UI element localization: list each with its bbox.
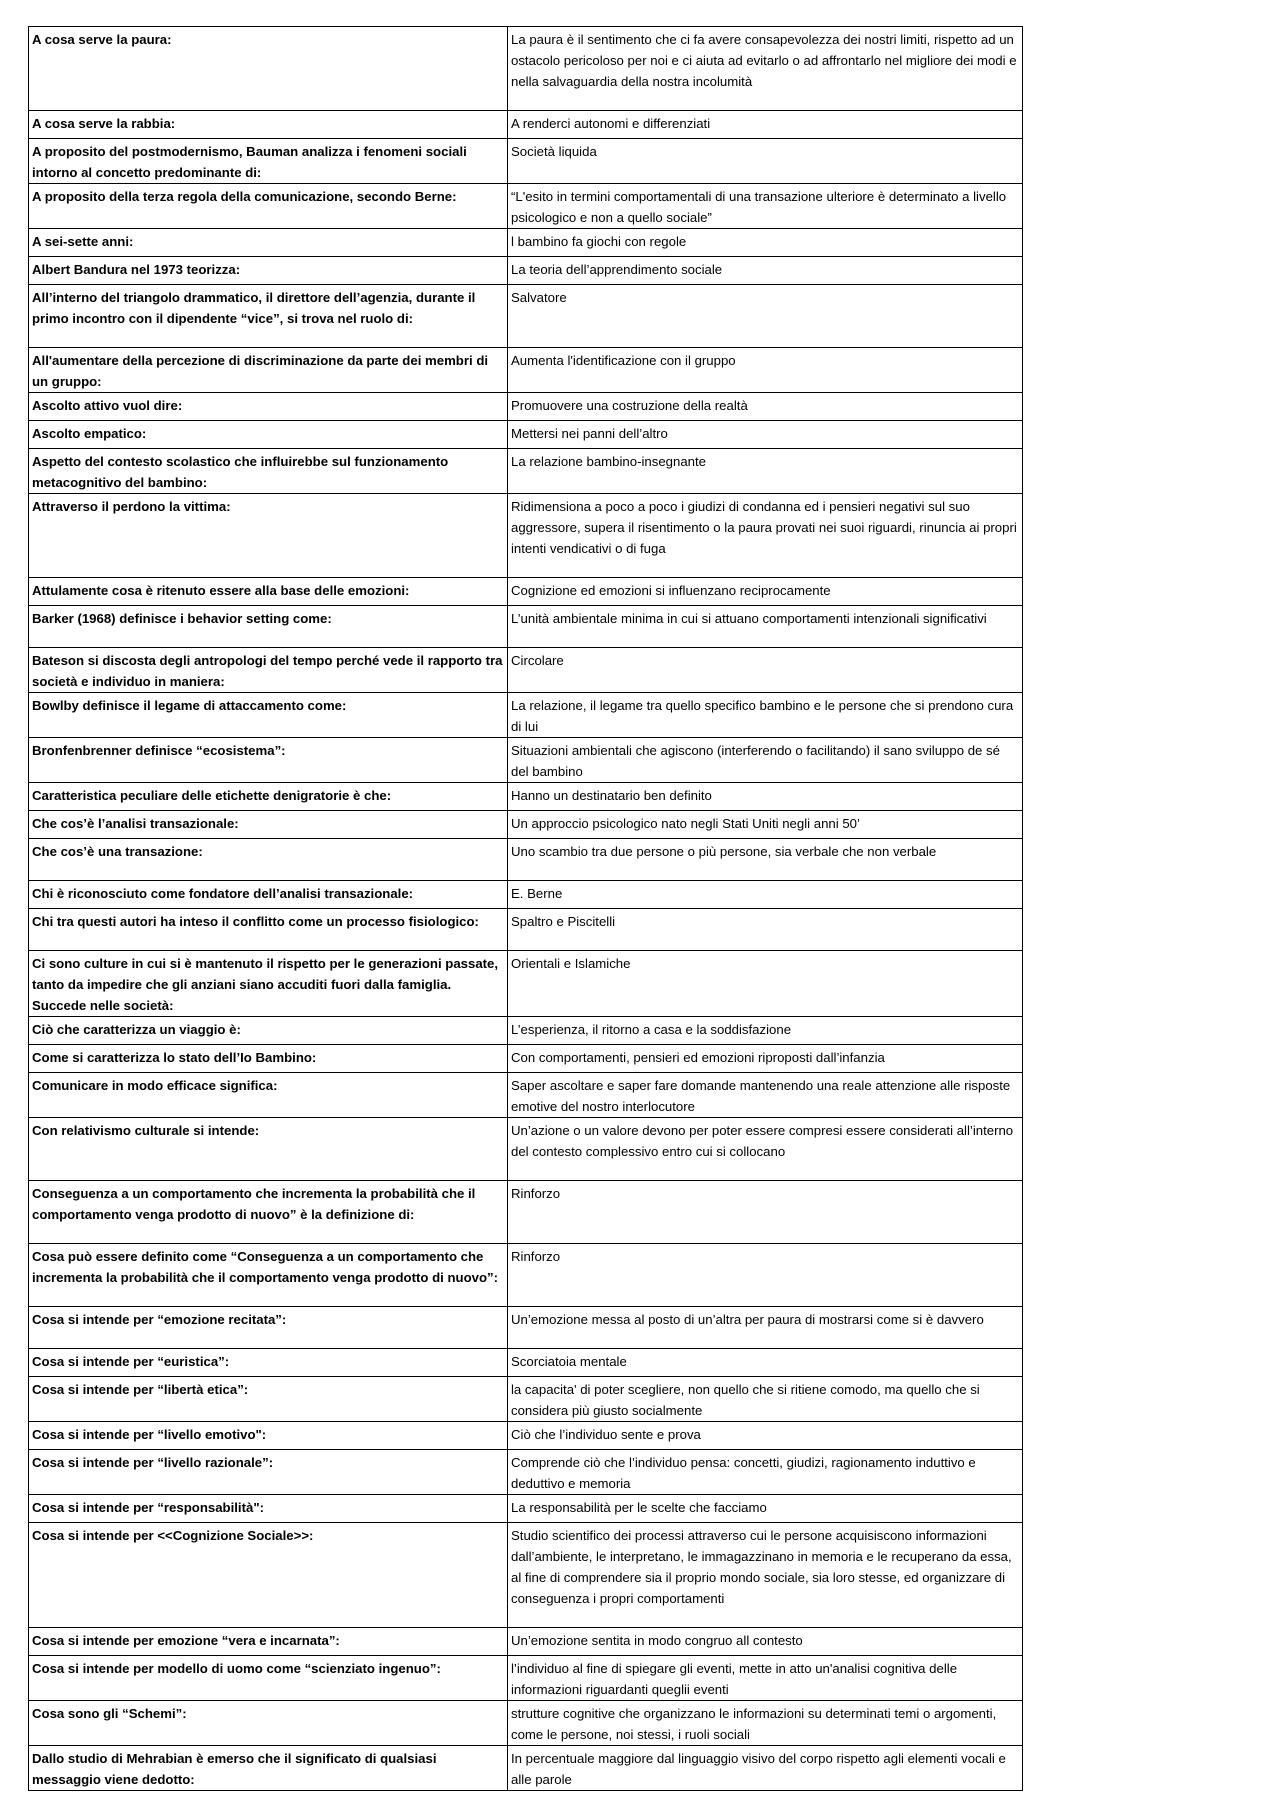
answer-cell: strutture cognitive che organizzano le informazioni su determinati temi o argomenti, come le persone, noi stessi, i ruoli sociali bbox=[508, 1701, 1023, 1746]
table-row bbox=[29, 648, 1023, 693]
question-cell: Cosa si intende per emozione “vera e incarnata”: bbox=[29, 1628, 508, 1656]
table-row bbox=[29, 1523, 1023, 1628]
answer-cell: Rinforzo bbox=[508, 1244, 1023, 1307]
answer-cell: Aumenta l'identificazione con il gruppo bbox=[508, 348, 1023, 393]
table-row bbox=[29, 909, 1023, 951]
answer-cell: Scorciatoia mentale bbox=[508, 1349, 1023, 1377]
answer-cell: La responsabilità per le scelte che facciamo bbox=[508, 1495, 1023, 1523]
answer-cell: Spaltro e Piscitelli bbox=[508, 909, 1023, 951]
question-cell: Dallo studio di Mehrabian è emerso che il significato di qualsiasi messaggio viene dedotto: bbox=[29, 1746, 508, 1791]
answer-cell: In percentuale maggiore dal linguaggio visivo del corpo rispetto agli elementi vocali e alle parole bbox=[508, 1746, 1023, 1791]
question-cell: A cosa serve la rabbia: bbox=[29, 111, 508, 139]
question-cell: A proposito del postmodernismo, Bauman analizza i fenomeni sociali intorno al concetto predominante di: bbox=[29, 139, 508, 184]
answer-cell: La teoria dell’apprendimento sociale bbox=[508, 257, 1023, 285]
qa-table-body bbox=[29, 27, 1023, 1791]
table-row bbox=[29, 257, 1023, 285]
answer-cell: l’individuo al fine di spiegare gli eventi, mette in atto un'analisi cognitiva delle informazioni riguardanti queglii eventi bbox=[508, 1656, 1023, 1701]
answer-cell: Mettersi nei panni dell’altro bbox=[508, 421, 1023, 449]
question-cell: Aspetto del contesto scolastico che influirebbe sul funzionamento metacognitivo del bambino: bbox=[29, 449, 508, 494]
table-row bbox=[29, 1181, 1023, 1244]
question-cell: Attraverso il perdono la vittima: bbox=[29, 494, 508, 578]
table-row bbox=[29, 1118, 1023, 1181]
table-row bbox=[29, 693, 1023, 738]
question-cell: Caratteristica peculiare delle etichette denigratorie è che: bbox=[29, 783, 508, 811]
table-row bbox=[29, 494, 1023, 578]
question-cell: Ascolto empatico: bbox=[29, 421, 508, 449]
answer-cell: Ridimensiona a poco a poco i giudizi di condanna ed i pensieri negativi sul suo aggressore, supera il risentimento o la paura provati nei suoi riguardi, rinuncia ai propri intenti vendicativi o di fuga bbox=[508, 494, 1023, 578]
table-row bbox=[29, 1628, 1023, 1656]
answer-cell: Con comportamenti, pensieri ed emozioni riproposti dall’infanzia bbox=[508, 1045, 1023, 1073]
question-cell: Chi tra questi autori ha inteso il conflitto come un processo fisiologico: bbox=[29, 909, 508, 951]
answer-cell: Situazioni ambientali che agiscono (interferendo o facilitando) il sano sviluppo de sé del bambino bbox=[508, 738, 1023, 783]
answer-cell: Hanno un destinatario ben definito bbox=[508, 783, 1023, 811]
answer-cell: Un’azione o un valore devono per poter essere compresi essere considerati all’interno del contesto complessivo entro cui si collocano bbox=[508, 1118, 1023, 1181]
answer-cell: Comprende ciò che l’individuo pensa: concetti, giudizi, ragionamento induttivo e deduttivo e memoria bbox=[508, 1450, 1023, 1495]
table-row bbox=[29, 1073, 1023, 1118]
question-cell: Attulamente cosa è ritenuto essere alla base delle emozioni: bbox=[29, 578, 508, 606]
question-cell: A sei-sette anni: bbox=[29, 229, 508, 257]
table-row bbox=[29, 881, 1023, 909]
question-cell: Ciò che caratterizza un viaggio è: bbox=[29, 1017, 508, 1045]
answer-cell: la capacita' di poter scegliere, non quello che si ritiene comodo, ma quello che si considera più giusto socialmente bbox=[508, 1377, 1023, 1422]
answer-cell: La relazione bambino-insegnante bbox=[508, 449, 1023, 494]
table-row bbox=[29, 1746, 1023, 1791]
table-row bbox=[29, 285, 1023, 348]
question-cell: Albert Bandura nel 1973 teorizza: bbox=[29, 257, 508, 285]
question-cell: Cosa si intende per “livello emotivo": bbox=[29, 1422, 508, 1450]
table-row bbox=[29, 1701, 1023, 1746]
table-row bbox=[29, 1244, 1023, 1307]
question-cell: Bowlby definisce il legame di attaccamento come: bbox=[29, 693, 508, 738]
question-cell: All’interno del triangolo drammatico, il direttore dell’agenzia, durante il primo incontro con il dipendente “vice”, si trova nel ruolo di: bbox=[29, 285, 508, 348]
question-cell: Barker (1968) definisce i behavior setting come: bbox=[29, 606, 508, 648]
question-cell: A proposito della terza regola della comunicazione, secondo Berne: bbox=[29, 184, 508, 229]
question-cell: Con relativismo culturale si intende: bbox=[29, 1118, 508, 1181]
answer-cell: Cognizione ed emozioni si influenzano reciprocamente bbox=[508, 578, 1023, 606]
qa-table bbox=[28, 26, 1023, 1791]
table-row bbox=[29, 1377, 1023, 1422]
answer-cell: Promuovere una costruzione della realtà bbox=[508, 393, 1023, 421]
table-row bbox=[29, 811, 1023, 839]
question-cell: Che cos’è una transazione: bbox=[29, 839, 508, 881]
answer-cell: Saper ascoltare e saper fare domande mantenendo una reale attenzione alle risposte emotive del nostro interlocutore bbox=[508, 1073, 1023, 1118]
answer-cell: l bambino fa giochi con regole bbox=[508, 229, 1023, 257]
question-cell: Cosa si intende per “responsabilità": bbox=[29, 1495, 508, 1523]
question-cell: Che cos’è l’analisi transazionale: bbox=[29, 811, 508, 839]
answer-cell: “L'esito in termini comportamentali di una transazione ulteriore è determinato a livello psicologico e non a quello sociale” bbox=[508, 184, 1023, 229]
question-cell: All'aumentare della percezione di discriminazione da parte dei membri di un gruppo: bbox=[29, 348, 508, 393]
question-cell: Cosa si intende per “emozione recitata”: bbox=[29, 1307, 508, 1349]
answer-cell: Società liquida bbox=[508, 139, 1023, 184]
table-row bbox=[29, 27, 1023, 111]
answer-cell: E. Berne bbox=[508, 881, 1023, 909]
answer-cell: Circolare bbox=[508, 648, 1023, 693]
table-row bbox=[29, 1045, 1023, 1073]
table-row bbox=[29, 783, 1023, 811]
answer-cell: L’unità ambientale minima in cui si attuano comportamenti intenzionali significativi bbox=[508, 606, 1023, 648]
question-cell: Cosa sono gli “Schemi”: bbox=[29, 1701, 508, 1746]
answer-cell: Salvatore bbox=[508, 285, 1023, 348]
question-cell: Conseguenza a un comportamento che incrementa la probabilità che il comportamento venga prodotto di nuovo” è la definizione di: bbox=[29, 1181, 508, 1244]
table-row bbox=[29, 229, 1023, 257]
table-row bbox=[29, 421, 1023, 449]
question-cell: Cosa si intende per “libertà etica”: bbox=[29, 1377, 508, 1422]
answer-cell: La paura è il sentimento che ci fa avere consapevolezza dei nostri limiti, rispetto ad un ostacolo pericoloso per noi e ci aiuta ad evitarlo o ad affrontarlo nel migliore dei modi e nella salvaguardia della nostra incolumità bbox=[508, 27, 1023, 111]
question-cell: Ascolto attivo vuol dire: bbox=[29, 393, 508, 421]
table-row bbox=[29, 184, 1023, 229]
table-row bbox=[29, 839, 1023, 881]
question-cell: Chi è riconosciuto come fondatore dell’analisi transazionale: bbox=[29, 881, 508, 909]
answer-cell: Uno scambio tra due persone o più persone, sia verbale che non verbale bbox=[508, 839, 1023, 881]
table-row bbox=[29, 348, 1023, 393]
table-row bbox=[29, 738, 1023, 783]
answer-cell: Un’emozione sentita in modo congruo all contesto bbox=[508, 1628, 1023, 1656]
question-cell: Bronfenbrenner definisce “ecosistema”: bbox=[29, 738, 508, 783]
answer-cell: A renderci autonomi e differenziati bbox=[508, 111, 1023, 139]
question-cell: Cosa si intende per <<Cognizione Sociale>>: bbox=[29, 1523, 508, 1628]
answer-cell: La relazione, il legame tra quello specifico bambino e le persone che si prendono cura di lui bbox=[508, 693, 1023, 738]
table-row bbox=[29, 449, 1023, 494]
table-row bbox=[29, 111, 1023, 139]
table-row bbox=[29, 951, 1023, 1017]
table-row bbox=[29, 393, 1023, 421]
table-row bbox=[29, 139, 1023, 184]
table-row bbox=[29, 1349, 1023, 1377]
question-cell: Bateson si discosta degli antropologi del tempo perché vede il rapporto tra società e individuo in maniera: bbox=[29, 648, 508, 693]
table-row bbox=[29, 606, 1023, 648]
question-cell: Cosa si intende per “euristica”: bbox=[29, 1349, 508, 1377]
answer-cell: Un approccio psicologico nato negli Stati Uniti negli anni 50’ bbox=[508, 811, 1023, 839]
table-row bbox=[29, 1495, 1023, 1523]
answer-cell: Orientali e Islamiche bbox=[508, 951, 1023, 1017]
table-row bbox=[29, 578, 1023, 606]
table-row bbox=[29, 1656, 1023, 1701]
question-cell: Cosa si intende per modello di uomo come “scienziato ingenuo”: bbox=[29, 1656, 508, 1701]
question-cell: Comunicare in modo efficace significa: bbox=[29, 1073, 508, 1118]
question-cell: Cosa può essere definito come “Conseguenza a un comportamento che incrementa la probabilità che il comportamento venga prodotto di nuovo”: bbox=[29, 1244, 508, 1307]
answer-cell: Un’emozione messa al posto di un’altra per paura di mostrarsi come si è davvero bbox=[508, 1307, 1023, 1349]
answer-cell: L’esperienza, il ritorno a casa e la soddisfazione bbox=[508, 1017, 1023, 1045]
table-row bbox=[29, 1422, 1023, 1450]
question-cell: Ci sono culture in cui si è mantenuto il rispetto per le generazioni passate, tanto da impedire che gli anziani siano accuditi fuori dalla famiglia. Succede nelle società: bbox=[29, 951, 508, 1017]
question-cell: A cosa serve la paura: bbox=[29, 27, 508, 111]
answer-cell: Ciò che l’individuo sente e prova bbox=[508, 1422, 1023, 1450]
table-row bbox=[29, 1307, 1023, 1349]
table-row bbox=[29, 1450, 1023, 1495]
table-row bbox=[29, 1017, 1023, 1045]
answer-cell: Studio scientifico dei processi attraverso cui le persone acquisiscono informazioni dall’ambiente, le interpretano, le immagazzinano in memoria e le recuperano da essa, al fine di comprendere sia il proprio mondo sociale, sia loro stesse, ed organizzare di conseguenza i propri comportamenti bbox=[508, 1523, 1023, 1628]
question-cell: Come si caratterizza lo stato dell’Io Bambino: bbox=[29, 1045, 508, 1073]
question-cell: Cosa si intende per “livello razionale”: bbox=[29, 1450, 508, 1495]
answer-cell: Rinforzo bbox=[508, 1181, 1023, 1244]
